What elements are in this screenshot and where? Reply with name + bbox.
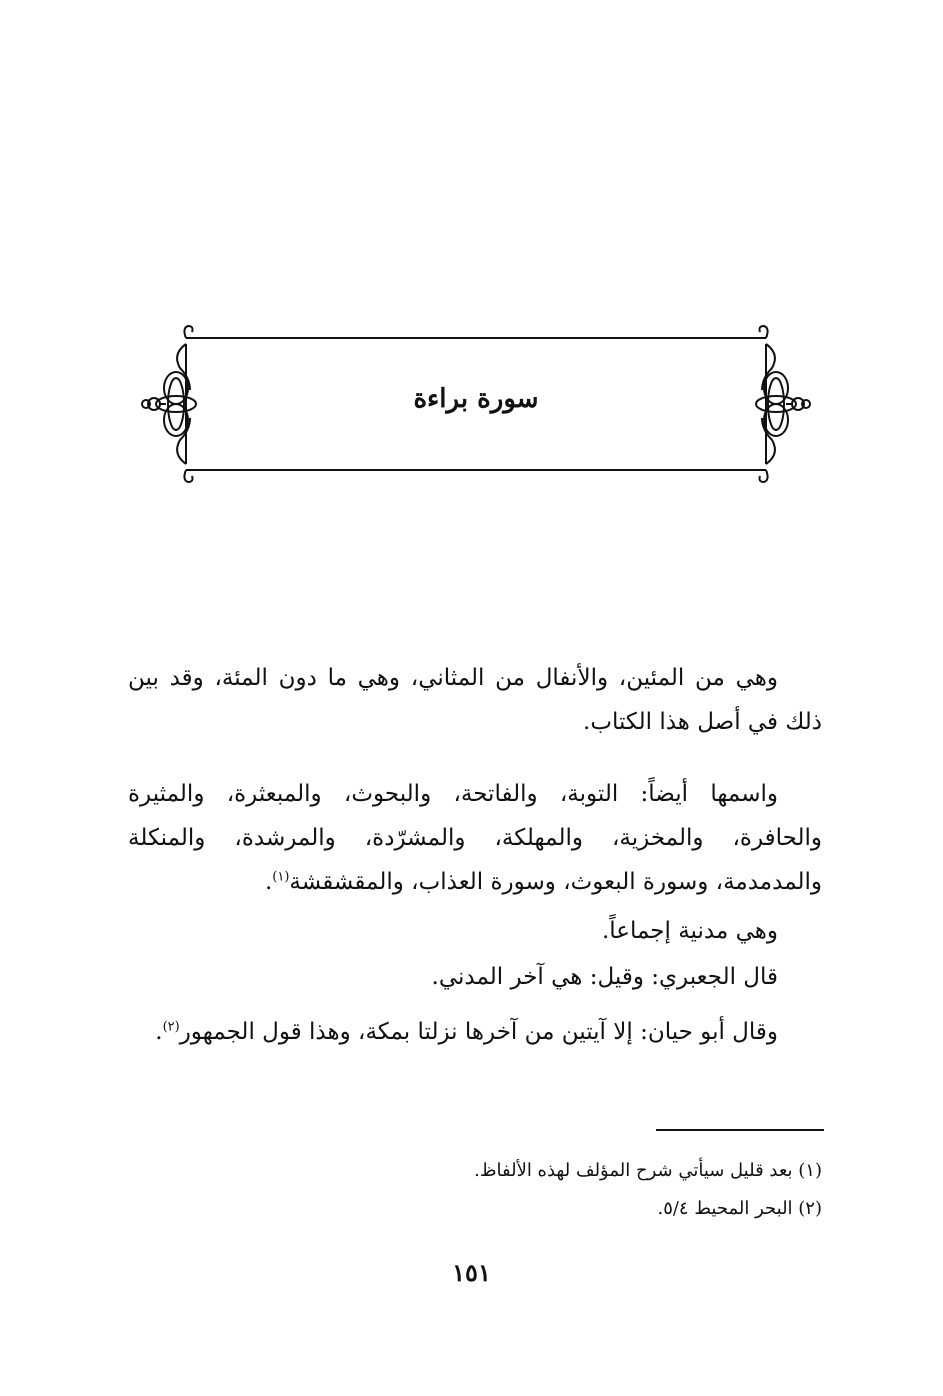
footnotes [300,1152,822,1228]
paragraph-2-text: واسمها أيضاً: التوبة، والفاتحة، والبحوث، والمبعثرة، والمثيرة والحافرة، والمخزية، والمهلكة، والمشرّدة، والمرشدة، والمنكلة والمدمدمة، وسورة البعوث، وسورة العذاب، والمقشقشة [128,781,822,895]
footnote-1: (١) بعد قليل سيأتي شرح المؤلف لهذه الألفاظ. [474,1160,822,1181]
footnote-marker-1[interactable]: (١) [272,869,290,885]
paragraph-3 [128,909,822,953]
paragraph-1-text: وهي من المئين، والأنفال من المثاني، وهي ما دون المئة، وقد بين ذلك في أصل هذا الكتاب. [128,665,822,735]
paragraph-5 [128,1010,822,1054]
page-number: ١٥١ [452,1258,491,1287]
footnote-2: (٢) البحر المحيط ٥/٤. [657,1198,822,1219]
paragraph-5-text: وقال أبو حيان: إلا آيتين من آخرها نزلتا بمكة، وهذا قول الجمهور [179,1019,778,1045]
footnote-marker-2[interactable]: (٢) [162,1019,180,1035]
paragraph-2-end: . [264,869,273,895]
paragraph-1 [128,656,822,744]
paragraph-3-text: وهي مدنية إجماعاً. [601,918,778,944]
title-frame [138,322,814,486]
paragraph-4-text: قال الجعبري: وقيل: هي آخر المدني. [431,964,778,990]
paragraph-5-end: . [155,1019,163,1045]
paragraph-2 [128,772,822,904]
paragraph-4 [128,955,822,999]
surah-title: سورة براءة [413,384,539,414]
footnote-divider [656,1129,824,1131]
